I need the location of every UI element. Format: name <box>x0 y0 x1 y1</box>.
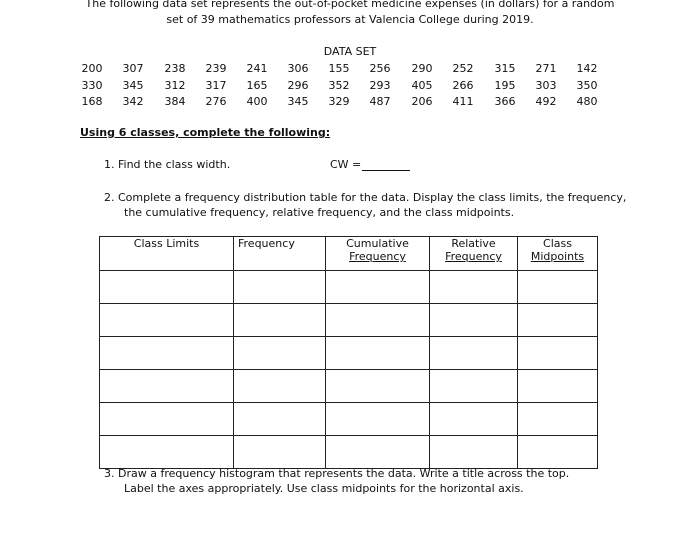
table-cell[interactable] <box>100 271 234 304</box>
class-width-blank[interactable] <box>362 170 410 171</box>
data-value: 400 <box>246 95 268 108</box>
table-cell[interactable] <box>518 271 598 304</box>
data-value: 195 <box>494 79 516 92</box>
table-cell[interactable] <box>430 370 518 403</box>
data-value: 206 <box>411 95 433 108</box>
table-cell[interactable] <box>326 304 430 337</box>
data-value: 366 <box>494 95 516 108</box>
data-value: 293 <box>369 79 391 92</box>
table-row <box>100 436 598 469</box>
data-value: 352 <box>328 79 350 92</box>
intro-line-1: The following data set represents the out-of-pocket medicine expenses (in dollars) for a random <box>85 0 615 10</box>
table-header-row <box>100 237 598 271</box>
data-value: 312 <box>164 79 186 92</box>
data-value: 155 <box>328 62 350 75</box>
data-value: 342 <box>122 95 144 108</box>
header-relative-frequency: Relative Frequency <box>430 237 518 271</box>
table-row <box>100 337 598 370</box>
data-value: 411 <box>452 95 474 108</box>
table-cell[interactable] <box>100 370 234 403</box>
data-value: 303 <box>535 79 557 92</box>
data-value: 256 <box>369 62 391 75</box>
table-cell[interactable] <box>326 403 430 436</box>
table-cell[interactable] <box>430 337 518 370</box>
table-cell[interactable] <box>234 337 326 370</box>
data-value: 296 <box>287 79 309 92</box>
table-row <box>100 304 598 337</box>
data-value: 384 <box>164 95 186 108</box>
question-2-line-2: the cumulative frequency, relative frequency, and the class midpoints. <box>124 206 515 219</box>
data-value: 487 <box>369 95 391 108</box>
header-frequency: Frequency <box>234 237 326 271</box>
data-value: 266 <box>452 79 474 92</box>
data-value: 307 <box>122 62 144 75</box>
data-value: 405 <box>411 79 433 92</box>
header-cumulative-frequency: Cumulative Frequency <box>326 237 430 271</box>
intro-line-2: set of 39 mathematics professors at Valencia College during 2019. <box>166 13 534 26</box>
table-cell[interactable] <box>430 436 518 469</box>
data-value: 330 <box>81 79 103 92</box>
table-cell[interactable] <box>234 436 326 469</box>
data-value: 142 <box>576 62 598 75</box>
data-value: 350 <box>576 79 598 92</box>
table-cell[interactable] <box>518 436 598 469</box>
table-cell[interactable] <box>430 403 518 436</box>
data-value: 480 <box>576 95 598 108</box>
question-2-line-1: 2. Complete a frequency distribution table for the data. Display the class limits, the frequency, <box>104 191 627 204</box>
frequency-table <box>99 236 598 469</box>
table-cell[interactable] <box>518 403 598 436</box>
header-class-midpoints: Class Midpoints <box>518 237 598 271</box>
question-3-line-1: 3. Draw a frequency histogram that represents the data. Write a title across the top. <box>104 467 570 480</box>
class-width-label: CW = <box>330 158 362 171</box>
table-cell[interactable] <box>430 271 518 304</box>
table-cell[interactable] <box>518 304 598 337</box>
table-cell[interactable] <box>100 403 234 436</box>
table-cell[interactable] <box>100 436 234 469</box>
table-cell[interactable] <box>430 304 518 337</box>
table-cell[interactable] <box>326 337 430 370</box>
data-value: 238 <box>164 62 186 75</box>
table-row <box>100 271 598 304</box>
data-value: 241 <box>246 62 268 75</box>
data-value: 329 <box>328 95 350 108</box>
data-value: 317 <box>205 79 227 92</box>
data-value: 271 <box>535 62 557 75</box>
question-1: 1. Find the class width. <box>104 158 231 171</box>
table-cell[interactable] <box>234 403 326 436</box>
data-value: 252 <box>452 62 474 75</box>
data-value: 345 <box>287 95 309 108</box>
data-value: 200 <box>81 62 103 75</box>
table-cell[interactable] <box>326 370 430 403</box>
table-cell[interactable] <box>234 271 326 304</box>
data-value: 306 <box>287 62 309 75</box>
question-3-line-2: Label the axes appropriately. Use class midpoints for the horizontal axis. <box>124 482 524 495</box>
table-cell[interactable] <box>518 337 598 370</box>
table-cell[interactable] <box>100 304 234 337</box>
data-value: 345 <box>122 79 144 92</box>
table-cell[interactable] <box>234 370 326 403</box>
data-value: 276 <box>205 95 227 108</box>
data-value: 239 <box>205 62 227 75</box>
data-value: 315 <box>494 62 516 75</box>
table-cell[interactable] <box>234 304 326 337</box>
data-set-title: DATA SET <box>323 45 377 58</box>
table-row <box>100 403 598 436</box>
header-class-limits: Class Limits <box>100 237 234 271</box>
table-cell[interactable] <box>326 271 430 304</box>
table-cell[interactable] <box>518 370 598 403</box>
data-value: 165 <box>246 79 268 92</box>
instructions-heading: Using 6 classes, complete the following: <box>80 126 331 139</box>
table-row <box>100 370 598 403</box>
data-value: 290 <box>411 62 433 75</box>
table-cell[interactable] <box>100 337 234 370</box>
table-cell[interactable] <box>326 436 430 469</box>
data-value: 168 <box>81 95 103 108</box>
data-value: 492 <box>535 95 557 108</box>
